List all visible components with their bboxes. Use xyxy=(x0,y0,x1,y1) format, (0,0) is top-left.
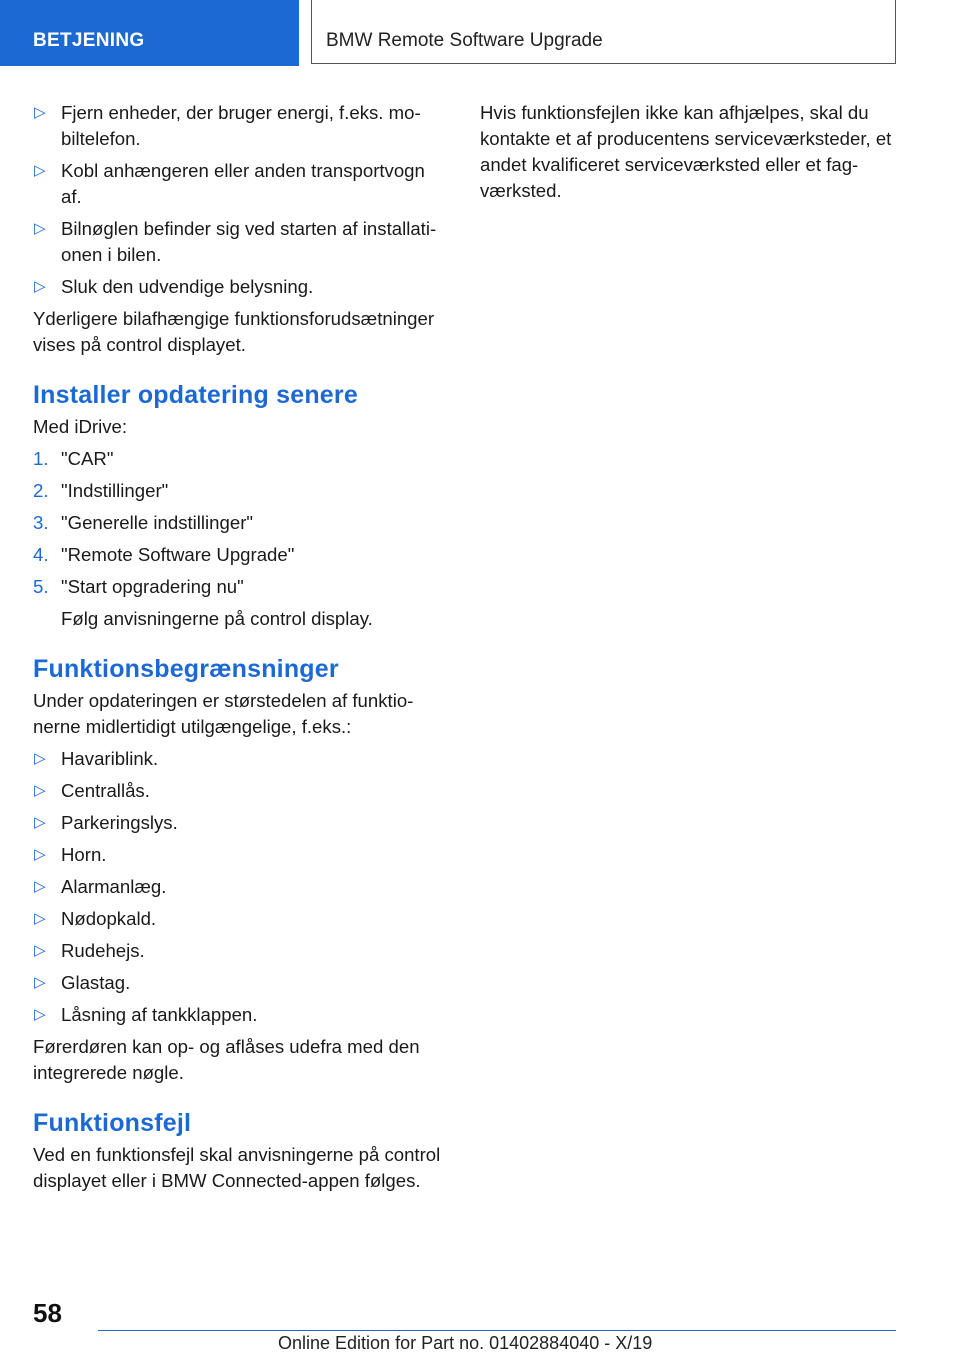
triangle-bullet-icon: ▷ xyxy=(34,162,46,179)
list-item-text: Rudehejs. xyxy=(61,940,145,961)
step-item xyxy=(33,574,449,600)
triangle-bullet-icon: ▷ xyxy=(34,278,46,295)
triangle-bullet-icon: ▷ xyxy=(34,942,46,959)
list-item xyxy=(33,842,449,868)
list-item-text: Bilnøglen befinder sig ved starten af installationen i bilen. xyxy=(61,218,437,265)
step-item xyxy=(33,510,449,536)
paragraph: Førerdøren kan op- og aflåses udefra med den integrerede nøgle. xyxy=(33,1036,420,1083)
triangle-bullet-icon: ▷ xyxy=(34,782,46,799)
paragraph: Hvis funktionsfejlen ikke kan afhjælpes, skal du kontakte et af producentens serviceværksteder, et andet kvalificeret serviceværksted eller et fagværksted. xyxy=(480,102,892,201)
list-item xyxy=(33,746,449,772)
triangle-bullet-icon: ▷ xyxy=(34,220,46,237)
page-header xyxy=(0,0,960,66)
list-item-text: Centrallås. xyxy=(61,780,150,801)
list-item-text: Glastag. xyxy=(61,972,131,993)
left-column xyxy=(33,100,449,1200)
triangle-bullet-icon: ▷ xyxy=(34,1006,46,1023)
step-text: "Remote Software Upgrade" xyxy=(61,544,295,565)
step-item xyxy=(33,446,449,472)
list-item xyxy=(33,906,449,932)
list-item xyxy=(33,778,449,804)
requirements-list xyxy=(33,100,449,300)
list-item-text: Sluk den udvendige belysning. xyxy=(61,276,314,297)
limitations-list xyxy=(33,746,449,1028)
list-item xyxy=(33,216,449,268)
triangle-bullet-icon: ▷ xyxy=(34,878,46,895)
list-item xyxy=(33,810,449,836)
triangle-bullet-icon: ▷ xyxy=(34,104,46,121)
steps-list xyxy=(33,446,449,600)
step-item xyxy=(33,542,449,568)
list-item xyxy=(33,1002,449,1028)
step-number: 4. xyxy=(33,544,49,565)
triangle-bullet-icon: ▷ xyxy=(34,974,46,991)
list-item-text: Kobl anhængeren eller anden transportvogn af. xyxy=(61,160,425,207)
right-column xyxy=(480,100,900,210)
triangle-bullet-icon: ▷ xyxy=(34,910,46,927)
list-item-text: Horn. xyxy=(61,844,107,865)
list-item xyxy=(33,274,449,300)
list-item xyxy=(33,100,449,152)
step-text: "Generelle indstillinger" xyxy=(61,512,254,533)
section-heading: Installer opdatering senere xyxy=(33,381,358,409)
list-item-text: Havariblink. xyxy=(61,748,159,769)
paragraph: Med iDrive: xyxy=(33,416,128,437)
step-text: "Indstillinger" xyxy=(61,480,169,501)
list-item xyxy=(33,874,449,900)
footer-edition: Online Edition for Part no. 01402884040 - X/19 xyxy=(278,1333,653,1353)
step-item xyxy=(33,478,449,504)
step-text: "Start opgradering nu" xyxy=(61,576,244,597)
footer-divider xyxy=(98,1330,896,1331)
list-item-text: Nødopkald. xyxy=(61,908,157,929)
step-number: 2. xyxy=(33,480,49,501)
list-item xyxy=(33,158,449,210)
paragraph: Under opdateringen er størstedelen af funktionerne midlertidigt utilgængelige, f.eks.: xyxy=(33,690,414,737)
step-note: Følg anvisningerne på control display. xyxy=(61,608,373,629)
step-text: "CAR" xyxy=(61,448,114,469)
section-tab: BETJENING xyxy=(0,0,299,66)
paragraph: Ved en funktionsfejl skal anvisningerne på control displayet eller i BMW Connected-appen følges. xyxy=(33,1144,441,1191)
step-number: 1. xyxy=(33,448,49,469)
list-item-text: Alarmanlæg. xyxy=(61,876,167,897)
triangle-bullet-icon: ▷ xyxy=(34,814,46,831)
step-number: 5. xyxy=(33,576,49,597)
list-item-text: Parkeringslys. xyxy=(61,812,178,833)
list-item xyxy=(33,970,449,996)
paragraph: Yderligere bilafhængige funktionsforudsætninger vises på control displayet. xyxy=(33,308,435,355)
section-heading: Funktionsfejl xyxy=(33,1109,192,1137)
list-item-text: Låsning af tankklappen. xyxy=(61,1004,258,1025)
list-item-text: Fjern enheder, der bruger energi, f.eks. mobiltelefon. xyxy=(61,102,421,149)
list-item xyxy=(33,938,449,964)
chapter-title: BMW Remote Software Upgrade xyxy=(311,0,896,64)
step-number: 3. xyxy=(33,512,49,533)
section-heading: Funktionsbegrænsninger xyxy=(33,655,339,683)
triangle-bullet-icon: ▷ xyxy=(34,750,46,767)
triangle-bullet-icon: ▷ xyxy=(34,846,46,863)
page-number: 58 xyxy=(33,1298,62,1328)
